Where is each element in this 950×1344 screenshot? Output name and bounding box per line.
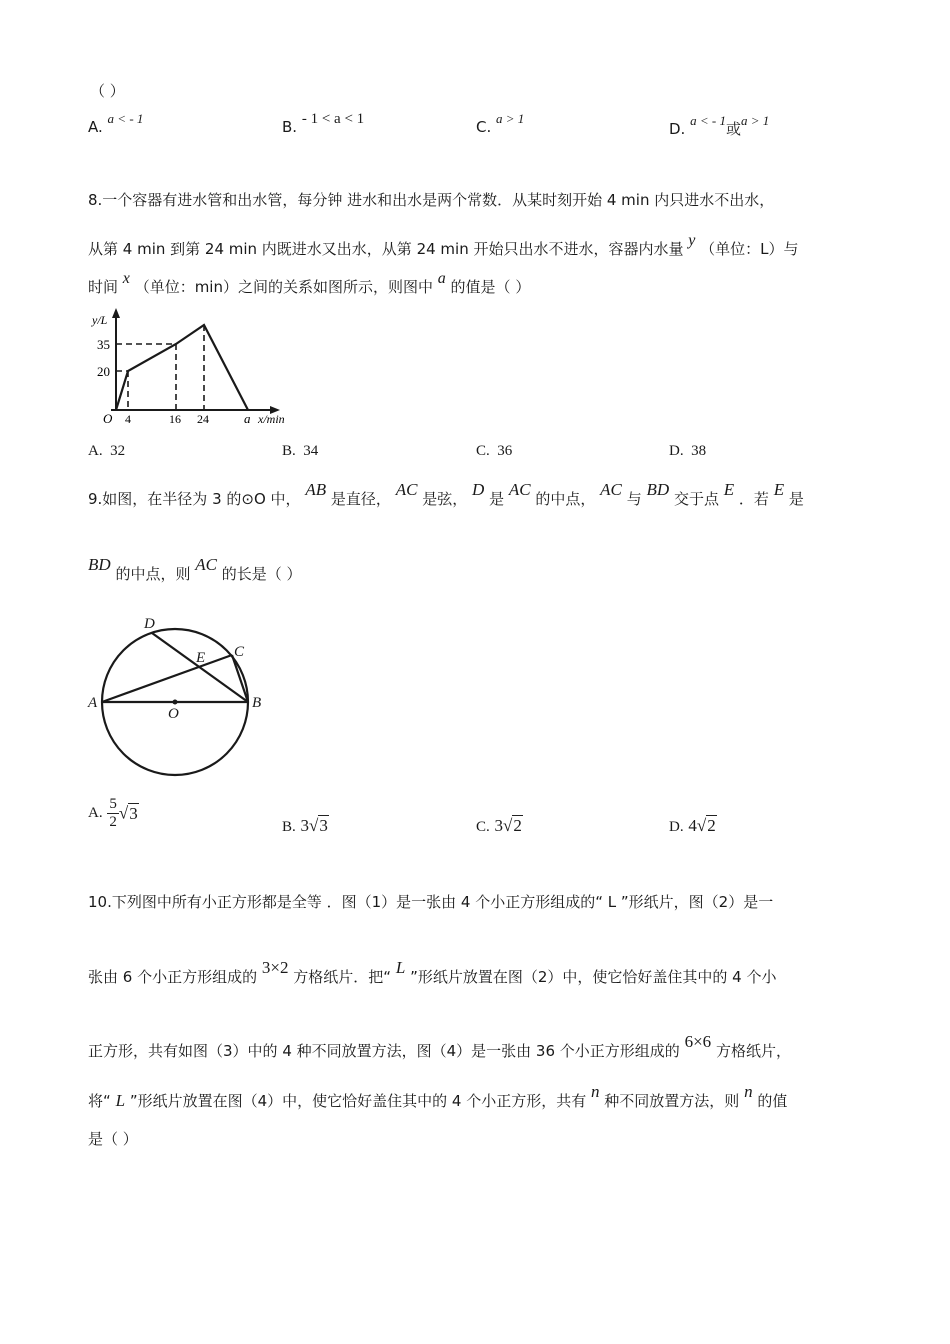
- var-y: y: [688, 232, 696, 249]
- x-axis-label: x/min: [258, 412, 285, 426]
- math-3x2: 3×2: [261, 958, 289, 977]
- option-expr: a > 1: [496, 111, 525, 126]
- option-expr: a < - 1: [690, 113, 726, 128]
- text: 的中点，: [535, 490, 596, 508]
- label-a: A: [88, 695, 98, 711]
- math-ac: AC: [395, 480, 418, 499]
- option-letter: D.: [669, 120, 686, 138]
- x-tick-4: 4: [125, 412, 131, 426]
- text: 正方形，共有如图（3）中的 4 种不同放置方法，图（4）是一张由 36 个小正方形组成的: [88, 1042, 680, 1060]
- q7-option-d[interactable]: [669, 113, 770, 139]
- radicand: 2: [513, 816, 522, 835]
- sqrt-icon: √2: [696, 816, 716, 835]
- sqrt-icon: √3: [118, 803, 138, 823]
- coefficient: 3: [300, 816, 310, 835]
- y-axis-label: y/L: [92, 313, 108, 327]
- y-axis-arrow: [112, 308, 120, 318]
- text: 时间: [88, 278, 119, 296]
- var-a: a: [437, 270, 446, 287]
- text: ”形纸片放置在图（2）中，使它恰好盖住其中的 4 个小: [410, 968, 777, 986]
- q7-option-c[interactable]: [476, 111, 525, 136]
- text: 是直径，: [330, 490, 391, 508]
- math-ab: AB: [305, 480, 327, 499]
- text: 与: [626, 490, 642, 508]
- math-6x6: 6×6: [684, 1032, 712, 1051]
- math-ac: AC: [600, 480, 622, 499]
- text: 将“: [88, 1092, 111, 1110]
- math-arc-ac: AC: [508, 480, 531, 499]
- option-letter: C.: [476, 819, 490, 835]
- coefficient: 4: [688, 816, 697, 835]
- label-e: E: [196, 650, 206, 666]
- x-tick-24: 24: [197, 412, 209, 426]
- sqrt-icon: √3: [309, 816, 328, 835]
- y-tick-35: 35: [97, 337, 110, 352]
- label-b: B: [252, 695, 262, 711]
- x-tick-16: 16: [169, 412, 181, 426]
- option-letter: B.: [282, 118, 298, 136]
- text: ．若: [738, 490, 769, 508]
- text: 的值是（ ）: [450, 278, 531, 296]
- option-letter: A.: [88, 443, 103, 459]
- text: 交于点: [673, 490, 719, 508]
- origin-label: O: [103, 411, 113, 426]
- option-connector: 或: [725, 120, 741, 138]
- text: 方格纸片，: [715, 1042, 791, 1060]
- var-l: L: [115, 1091, 126, 1110]
- q8-option-c[interactable]: [476, 443, 512, 460]
- math-ac: AC: [195, 555, 217, 574]
- radicand: 3: [129, 803, 138, 823]
- text: 的长是（ ）: [221, 565, 302, 583]
- q10-line1: 10.下列图中所有小正方形都是全等 ．图（1）是一张由 4 个小正方形组成的“ L ”形纸片，图（2）是一: [88, 893, 774, 911]
- label-d: D: [144, 616, 155, 632]
- q9-option-b[interactable]: [282, 816, 329, 836]
- option-expr: a < - 1: [107, 111, 144, 126]
- math-e: E: [773, 480, 785, 499]
- option-value: 38: [691, 443, 707, 459]
- var-x: x: [122, 270, 130, 287]
- option-expr: a > 1: [740, 113, 770, 128]
- option-letter: B.: [282, 819, 296, 835]
- label-c: C: [234, 644, 245, 660]
- text: （单位：min）之间的关系如图所示，则图中: [134, 278, 433, 296]
- q9-line2: [88, 555, 302, 584]
- text: 方格纸片．把“: [293, 968, 392, 986]
- q10-line3: [88, 1032, 791, 1061]
- q8-option-b[interactable]: [282, 443, 318, 460]
- text: 9.如图，在半径为 3 的⊙O 中，: [88, 490, 301, 508]
- radicand: 2: [707, 816, 716, 835]
- q8-water-graph: [86, 306, 301, 431]
- text: 是: [788, 490, 804, 508]
- q8-option-a[interactable]: [88, 443, 125, 460]
- sqrt-icon: √2: [503, 816, 522, 835]
- text: ”形纸片放置在图（4）中，使它恰好盖住其中的 4 个小正方形，共有: [129, 1092, 587, 1110]
- q7-paren: （ ）: [90, 82, 125, 100]
- q9-option-d[interactable]: [669, 816, 717, 836]
- fraction: [107, 796, 119, 831]
- text: 从第 4 min 到第 24 min 内既进水又出水，从第 24 min 开始只出水不进水，容器内水量: [88, 240, 684, 258]
- math-e: E: [723, 480, 735, 499]
- center-point: [173, 700, 178, 705]
- math-d: D: [472, 480, 485, 499]
- text: （单位：L）与: [700, 240, 799, 258]
- q9-line1: [88, 480, 804, 509]
- denominator: 2: [109, 814, 117, 830]
- numerator: 5: [109, 796, 117, 812]
- option-value: 36: [497, 443, 513, 459]
- option-letter: C.: [476, 118, 492, 136]
- option-letter: A.: [88, 118, 103, 136]
- option-value: 34: [303, 443, 319, 459]
- chord-ac: [102, 655, 232, 702]
- text: 是: [489, 490, 505, 508]
- var-n: n: [591, 1082, 600, 1101]
- option-letter: D.: [669, 819, 684, 835]
- q8-option-d[interactable]: [669, 443, 706, 460]
- radicand: 3: [319, 816, 328, 835]
- q9-option-a[interactable]: [88, 796, 139, 831]
- text: 的值: [757, 1092, 788, 1110]
- q8-line3: [88, 270, 531, 297]
- option-letter: D.: [669, 443, 684, 459]
- water-line: [116, 325, 248, 410]
- text: 张由 6 个小正方形组成的: [88, 968, 258, 986]
- q9-option-c[interactable]: [476, 816, 523, 836]
- option-letter: C.: [476, 443, 490, 459]
- math-bd: BD: [646, 480, 670, 499]
- q8-line2: [88, 232, 799, 259]
- q7-option-b[interactable]: [282, 111, 365, 137]
- q9-circle-figure: [84, 608, 274, 780]
- q10-line4: [88, 1082, 788, 1111]
- option-letter: A.: [88, 805, 103, 821]
- q10-line5: 是（ ）: [88, 1130, 138, 1148]
- math-bd: BD: [88, 555, 111, 574]
- x-tick-a: a: [244, 411, 251, 426]
- option-expr: - 1 < a < 1: [301, 111, 365, 127]
- option-letter: B.: [282, 443, 296, 459]
- text: 的中点，则: [115, 565, 191, 583]
- var-n: n: [744, 1082, 753, 1101]
- q7-option-a[interactable]: [88, 111, 144, 136]
- text: 种不同放置方法，则: [604, 1092, 740, 1110]
- var-l: L: [395, 958, 406, 977]
- q8-line1: 8.一个容器有进水管和出水管，每分钟 进水和出水是两个常数．从某时刻开始 4 min 内只进水不出水，: [88, 191, 775, 209]
- q10-line2: [88, 958, 777, 987]
- label-o: O: [168, 706, 179, 722]
- coefficient: 3: [494, 816, 504, 835]
- text: 是弦，: [422, 490, 468, 508]
- y-tick-20: 20: [97, 364, 110, 379]
- option-value: 32: [110, 443, 126, 459]
